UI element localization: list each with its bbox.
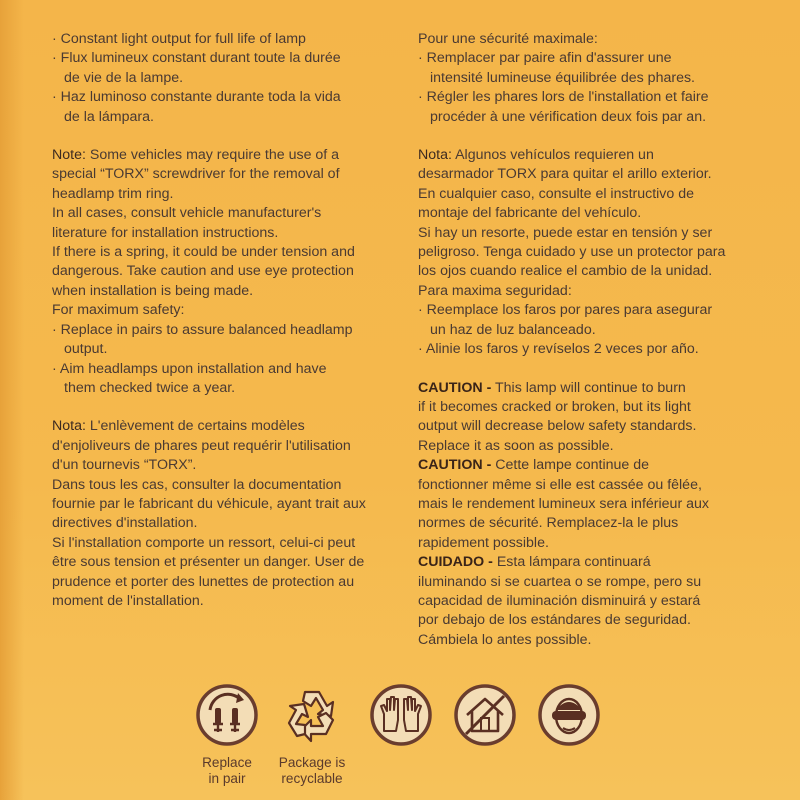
caution-fr-label: CAUTION - xyxy=(418,457,492,474)
note-en xyxy=(52,146,397,398)
note-line: special “TORX” screwdriver for the removal of xyxy=(52,166,340,183)
intro-line: de la lámpara. xyxy=(64,108,154,125)
note-line: dangerous. Take caution and use eye protection xyxy=(52,263,354,280)
caution-es-line: capacidad de iluminación disminuirá y estará xyxy=(418,592,701,609)
caution-en-line: output will decrease below safety standards. xyxy=(418,418,697,435)
caution-fr-line: fonctionner même si elle est cassée ou fêlée, xyxy=(418,476,702,493)
safety-line-es: · Reemplace los faros por pares para asegurar xyxy=(418,302,713,319)
nota-label: Nota: xyxy=(52,418,86,435)
intro-bullets xyxy=(52,30,397,127)
intro-line: de vie de la lampe. xyxy=(64,69,184,86)
caution-es-line: iluminando si se cuartea o se rompe, pero su xyxy=(418,573,702,590)
package-edge-shadow xyxy=(0,0,24,800)
safety-line: them checked twice a year. xyxy=(64,379,236,396)
safety-line-fr: · Remplacer par paire afin d'assurer une xyxy=(418,50,672,67)
gloves-icon xyxy=(370,684,432,746)
safety-line-fr: procéder à une vérification deux fois par an. xyxy=(430,108,707,125)
no-home-use-icon xyxy=(454,684,516,746)
caution-es-line: CUIDADO - Esta lámpara continuará xyxy=(418,554,651,571)
caution-fr-line: normes de sécurité. Remplacez-la le plus xyxy=(418,515,679,532)
note-label: Note: xyxy=(52,147,86,164)
safety-line-fr: · Régler les phares lors de l'installation et faire xyxy=(418,89,709,106)
left-column xyxy=(52,30,397,630)
caution-en-line: CAUTION - This lamp will continue to burn xyxy=(418,379,686,396)
safety-icon-row xyxy=(190,684,610,794)
safety-line: · Replace in pairs to assure balanced headlamp xyxy=(52,321,353,338)
note-line: literature for installation instructions. xyxy=(52,224,279,241)
nota-es-line: Nota: Algunos vehículos requieren un xyxy=(418,147,654,164)
safety-heading-fr: Pour une sécurité maximale: xyxy=(418,31,598,47)
safety-line-fr: intensité lumineuse équilibrée des phares. xyxy=(430,69,695,86)
caution-es-line: Cámbiela lo antes possible. xyxy=(418,631,592,648)
nota-es-line: desarmador TORX para quitar el arillo exterior. xyxy=(418,166,712,183)
note-line: Note: Some vehicles may require the use of a xyxy=(52,147,340,164)
safety-line: · Aim headlamps upon installation and have xyxy=(52,360,327,377)
safety-line: output. xyxy=(64,341,108,358)
safety-heading: For maximum safety: xyxy=(52,302,185,319)
recycle-icon xyxy=(281,684,343,746)
nota-es-line: los ojos cuando realice el cambio de la unidad. xyxy=(418,263,713,280)
nota-line: prudence et porter des lunettes de protection au xyxy=(52,573,355,590)
caution-en-label: CAUTION - xyxy=(418,379,492,396)
nota-es-line: En cualquier caso, consulte el instructivo de xyxy=(418,185,695,202)
replace-in-pair-icon xyxy=(196,684,258,746)
safety-heading-es: Para maxima seguridad: xyxy=(418,282,572,299)
nota-line: fournie par le fabricant du véhicule, ayant trait aux xyxy=(52,495,366,512)
caution-fr-line: CAUTION - Cette lampe continue de xyxy=(418,457,650,474)
nota-line: d'un tournevis “TORX”. xyxy=(52,457,197,474)
nota-es-line: peligroso. Tenga cuidado y use un protector para xyxy=(418,244,726,261)
note-line: If there is a spring, it could be under tension and xyxy=(52,244,355,261)
right-column xyxy=(418,30,758,669)
intro-line: · Flux lumineux constant durant toute la durée xyxy=(52,50,341,67)
nota-line: directives d'installation. xyxy=(52,515,198,532)
nota-es-line: Si hay un resorte, puede estar en tensión y ser xyxy=(418,224,713,241)
note-line: when installation is being made. xyxy=(52,282,254,299)
nota-es-line: montaje del fabricante del vehículo. xyxy=(418,205,642,222)
nota-line: Si l'installation comporte un ressort, celui-ci peut xyxy=(52,534,356,551)
nota-fr xyxy=(52,417,397,611)
nota-line: d'enjoliveurs de phares peut requérir l'utilisation xyxy=(52,437,351,454)
safety-line-es: un haz de luz balanceado. xyxy=(430,321,596,338)
note-line: In all cases, consult vehicle manufacturer's xyxy=(52,205,322,222)
nota-es-label: Nota: xyxy=(418,147,452,164)
intro-line: · Haz luminoso constante durante toda la vida xyxy=(52,89,341,106)
caution-en-line: if it becomes cracked or broken, but its light xyxy=(418,398,691,415)
nota-line: Dans tous les cas, consulter la documentation xyxy=(52,476,342,493)
nota-line: Nota: L'enlèvement de certains modèles xyxy=(52,418,305,435)
intro-line: · Constant light output for full life of lamp xyxy=(52,31,306,47)
nota-es xyxy=(418,146,758,359)
note-line: headlamp trim ring. xyxy=(52,185,174,202)
caution-fr-line: rapidement possible. xyxy=(418,534,549,551)
caution-fr-line: mais le rendement lumineux sera inférieur aux xyxy=(418,495,709,512)
replace-in-pair-caption: Replace in pair xyxy=(202,755,252,786)
safety-line-es: · Alinie los faros y revíselos 2 veces por año. xyxy=(418,341,699,358)
caution-en-line: Replace it as soon as possible. xyxy=(418,437,614,454)
caution-es-label: CUIDADO - xyxy=(418,554,493,571)
safety-fr xyxy=(418,30,758,127)
nota-line: moment de l'installation. xyxy=(52,592,204,609)
safety-goggles-icon xyxy=(538,684,600,746)
recyclable-caption: Package is recyclable xyxy=(278,755,346,786)
caution-es-line: por debajo de los estándares de seguridad. xyxy=(418,612,691,629)
cautions xyxy=(418,379,758,651)
nota-line: être sous tension et présenter un danger. User de xyxy=(52,554,365,571)
